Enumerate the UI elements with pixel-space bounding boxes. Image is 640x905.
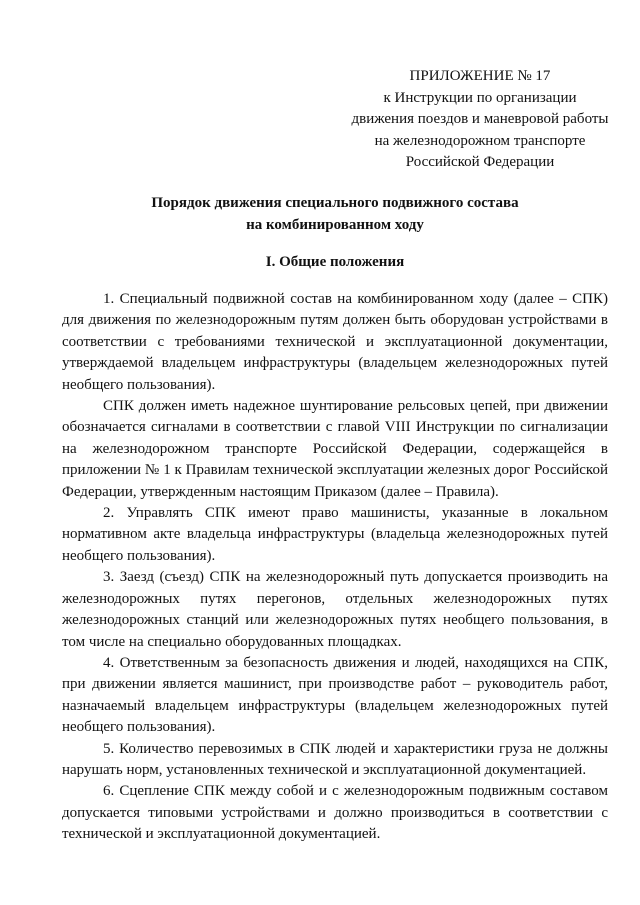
appendix-reference-line: к Инструкции по организации <box>383 89 577 106</box>
paragraph-1: 1. Специальный подвижной состав на комбинированном ходу (далее – СПК) для движения по железнодорожным путям должен быть оборудован устройствами в соответствии с требованиями технической и эксплуатационной документации, утверждаемой владельцем инфраструктуры (владельцем железнодорожных путей необщего пользования). <box>62 291 608 393</box>
paragraph-6: 6. Сцепление СПК между собой и с железнодорожным подвижным составом допускается типовыми устройствами и должно производиться в соответствии с технической и эксплуатационной документацией. <box>62 783 608 843</box>
title-line: Порядок движения специального подвижного состава <box>151 195 519 211</box>
appendix-number: ПРИЛОЖЕНИЕ № 17 <box>409 68 551 84</box>
paragraph-4: 4. Ответственным за безопасность движения и людей, находящихся на СПК, при движении является машинист, при производстве работ – руководитель работ, назначаемый владельцем инфраструктуры (владельцем железнодорожных путей необщего пользования). <box>62 654 608 736</box>
appendix-reference-line: на железнодорожном транспорте <box>374 132 586 149</box>
appendix-reference-line: движения поездов и маневровой работы <box>351 111 609 127</box>
title-line: на комбинированном ходу <box>246 216 424 233</box>
paragraph-3: 3. Заезд (съезд) СПК на железнодорожный путь допускается производить на железнодорожных путях перегонов, отдельных железнодорожных путях железнодорожных станций или железнодорожных путях необщего пользования, в том числе на специально оборудованных площадках. <box>62 569 608 650</box>
document-body <box>62 289 608 846</box>
paragraph-2: 2. Управлять СПК имеют право машинисты, указанные в локальном нормативном акте владельца инфраструктуры (владельца железнодорожных путей необщего пользования). <box>62 505 608 564</box>
paragraph-1-continued: СПК должен иметь надежное шунтирование рельсовых цепей, при движении обозначается сигналами в соответствии с главой VIII Инструкции по сигнализации на железнодорожном транспорте Российской Федерации, содержащейся в приложении № 1 к Правилам технической эксплуатации железных дорог Российской Федерации, утвержденным настоящим Приказом (далее – Правила). <box>62 398 608 500</box>
appendix-header <box>330 66 630 174</box>
appendix-reference-line: Российской Федерации <box>405 154 555 170</box>
section-heading: I. Общие положения <box>265 254 405 270</box>
paragraph-5: 5. Количество перевозимых в СПК людей и характеристики груза не должны нарушать норм, установленных технической и эксплуатационной документацией. <box>62 740 608 778</box>
document-title <box>60 193 610 236</box>
